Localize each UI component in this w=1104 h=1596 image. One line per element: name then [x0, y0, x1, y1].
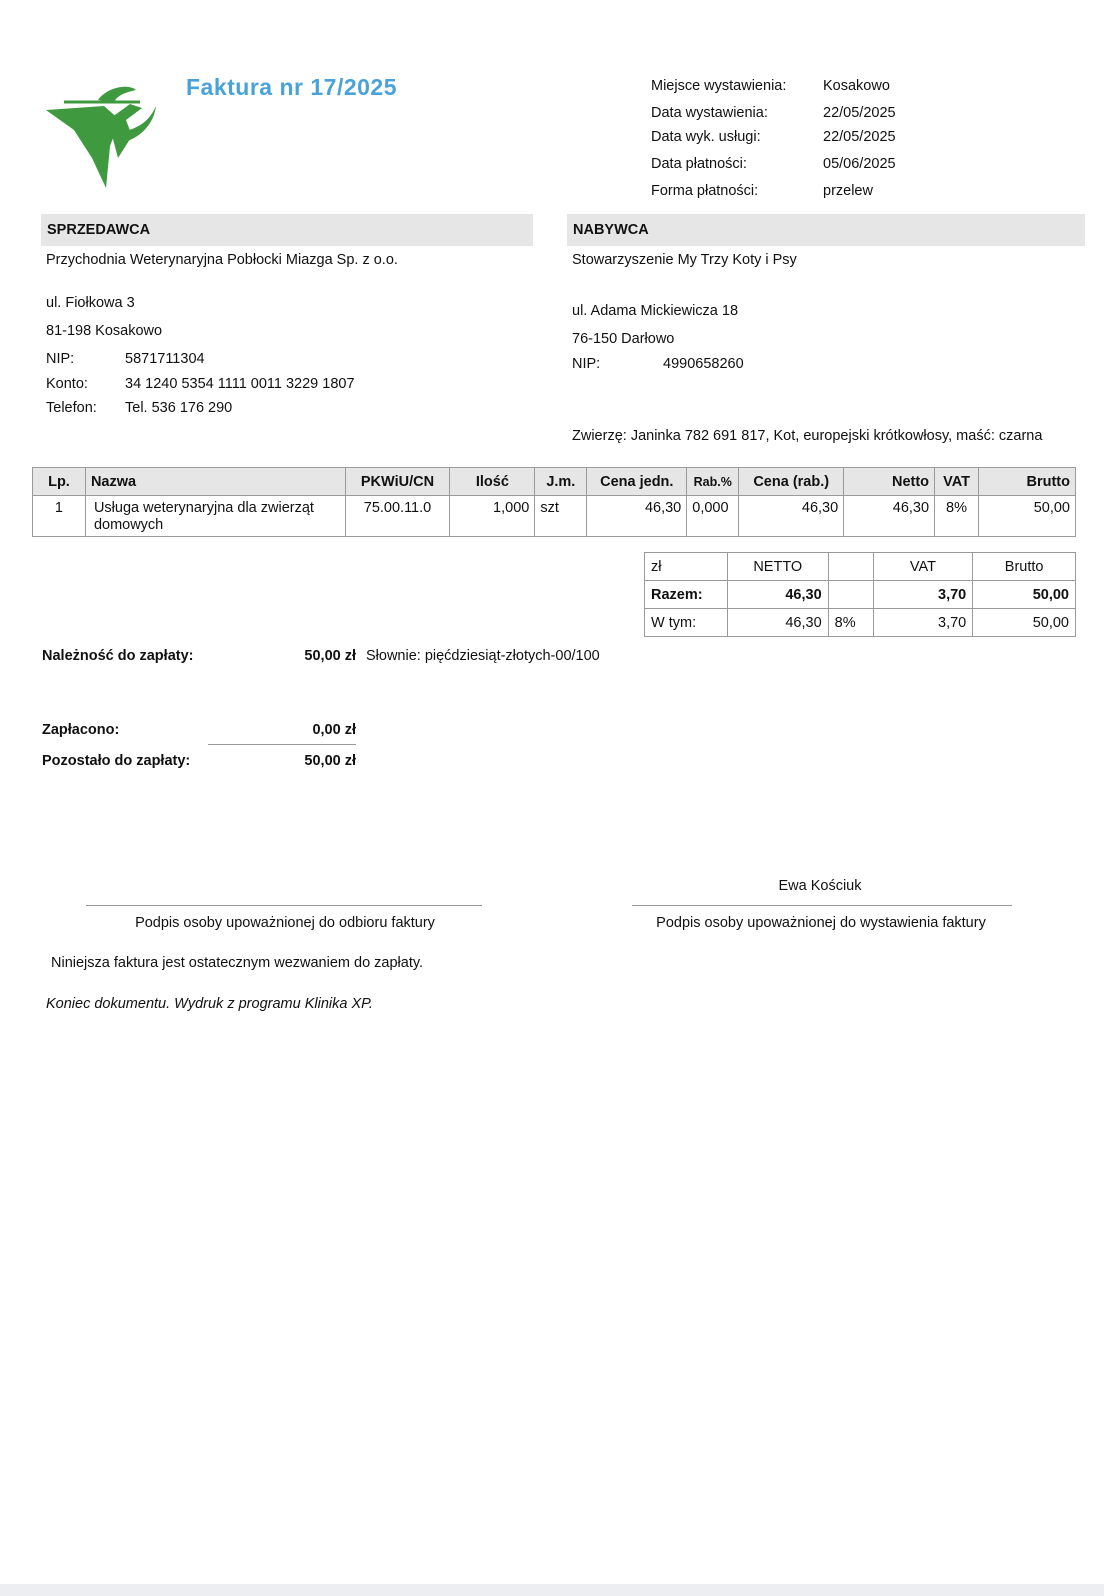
col-brutto: Brutto — [979, 468, 1076, 496]
final-notice: Niniejsza faktura jest ostatecznym wezwaniem do zapłaty. — [51, 955, 424, 971]
meta-value-issue-date: 22/05/2025 — [823, 105, 896, 121]
cell-netto: 46,30 — [844, 496, 935, 537]
cell-vat: 8% — [935, 496, 979, 537]
summary-sub-label: W tym: — [645, 609, 728, 637]
col-name: Nazwa — [85, 468, 345, 496]
seller-name: Przychodnia Weterynaryjna Pobłocki Miazga Sp. z o.o. — [46, 252, 398, 268]
due-label: Należność do zapłaty: — [42, 648, 194, 664]
summary-netto-header: NETTO — [727, 553, 828, 581]
table-row — [33, 496, 1076, 537]
cell-lp: 1 — [33, 496, 86, 537]
cell-qty: 1,000 — [450, 496, 535, 537]
col-discount: Rab.% — [687, 468, 739, 496]
buyer-animal: Zwierzę: Janinka 782 691 817, Kot, europejski krótkowłosy, maść: czarna — [572, 428, 1043, 444]
cell-name: Usługa weterynaryjna dla zwierząt domowych — [85, 496, 345, 537]
seller-account-label: Konto: — [46, 376, 88, 392]
col-unit-price: Cena jedn. — [587, 468, 687, 496]
due-words: Słownie: pięćdziesiąt-złotych-00/100 — [366, 648, 600, 664]
summary-sub-brutto: 50,00 — [973, 609, 1076, 637]
seller-phone: Tel. 536 176 290 — [125, 400, 233, 416]
receiver-signature-caption: Podpis osoby upoważnionej do odbioru faktury — [135, 915, 435, 931]
meta-value-payment-form: przelew — [823, 183, 873, 199]
remaining-label: Pozostało do zapłaty: — [42, 753, 191, 769]
buyer-name: Stowarzyszenie My Trzy Koty i Psy — [572, 252, 797, 268]
vat-summary-table — [644, 552, 1076, 637]
issuer-name: Ewa Kościuk — [778, 878, 862, 894]
paid-label: Zapłacono: — [42, 722, 120, 738]
col-disc-price: Cena (rab.) — [739, 468, 844, 496]
meta-value-payment-date: 05/06/2025 — [823, 156, 896, 172]
seller-phone-label: Telefon: — [46, 400, 97, 416]
cell-discount: 0,000 — [687, 496, 739, 537]
items-header-row — [33, 468, 1076, 496]
cell-brutto: 50,00 — [979, 496, 1076, 537]
col-unit: J.m. — [535, 468, 587, 496]
seller-nip-label: NIP: — [46, 351, 75, 367]
summary-total-netto: 46,30 — [727, 581, 828, 609]
summary-vat-header: VAT — [873, 553, 973, 581]
summary-total-vat: 3,70 — [873, 581, 973, 609]
summary-total-label: Razem: — [645, 581, 728, 609]
paid-amount: 0,00 zł — [312, 722, 356, 738]
buyer-city: 76-150 Darłowo — [572, 331, 675, 347]
remaining-amount: 50,00 zł — [304, 753, 356, 769]
summary-total-row — [645, 581, 1076, 609]
seller-header: SPRZEDAWCA — [41, 214, 533, 246]
meta-value-place: Kosakowo — [823, 78, 890, 94]
buyer-header: NABYWCA — [567, 214, 1085, 246]
buyer-nip-label: NIP: — [572, 356, 601, 372]
summary-sub-rate: 8% — [828, 609, 873, 637]
page-bottom-edge — [0, 1584, 1104, 1596]
seller-city: 81-198 Kosakowo — [46, 323, 163, 339]
summary-sub-netto: 46,30 — [727, 609, 828, 637]
seller-nip: 5871711304 — [125, 351, 205, 367]
summary-empty-cell — [828, 581, 873, 609]
buyer-street: ul. Adama Mickiewicza 18 — [572, 303, 739, 319]
meta-label-issue-date: Data wystawienia: — [651, 105, 768, 121]
col-pkwiu: PKWiU/CN — [345, 468, 450, 496]
issuer-signature-line — [632, 905, 1012, 906]
seller-account: 34 1240 5354 1111 0011 3229 1807 — [125, 376, 355, 392]
cell-unit-price: 46,30 — [587, 496, 687, 537]
cell-pkwiu: 75.00.11.0 — [345, 496, 450, 537]
buyer-nip: 4990658260 — [663, 356, 744, 372]
due-amount: 50,00 zł — [304, 648, 356, 664]
seller-street: ul. Fiołkowa 3 — [46, 295, 135, 311]
clinic-logo-icon — [44, 84, 164, 190]
summary-empty-cell — [828, 553, 873, 581]
meta-label-payment-form: Forma płatności: — [651, 183, 759, 199]
summary-sub-vat: 3,70 — [873, 609, 973, 637]
meta-value-service-date: 22/05/2025 — [823, 129, 896, 145]
paid-divider — [208, 744, 356, 745]
summary-brutto-header: Brutto — [973, 553, 1076, 581]
document-end-note: Koniec dokumentu. Wydruk z programu Klinika XP. — [46, 996, 373, 1012]
col-lp: Lp. — [33, 468, 86, 496]
issuer-signature-caption: Podpis osoby upoważnionej do wystawienia faktury — [656, 915, 986, 931]
meta-label-payment-date: Data płatności: — [651, 156, 747, 172]
summary-header-row — [645, 553, 1076, 581]
summary-total-brutto: 50,00 — [973, 581, 1076, 609]
meta-label-service-date: Data wyk. usługi: — [651, 129, 761, 145]
receiver-signature-line — [86, 905, 482, 906]
col-netto: Netto — [844, 468, 935, 496]
col-vat: VAT — [935, 468, 979, 496]
items-table — [32, 467, 1076, 537]
summary-sub-row — [645, 609, 1076, 637]
cell-unit: szt — [535, 496, 587, 537]
col-qty: Ilość — [450, 468, 535, 496]
cell-disc-price: 46,30 — [739, 496, 844, 537]
invoice-title: Faktura nr 17/2025 — [186, 74, 398, 100]
summary-currency: zł — [645, 553, 728, 581]
meta-label-place: Miejsce wystawienia: — [651, 78, 787, 94]
